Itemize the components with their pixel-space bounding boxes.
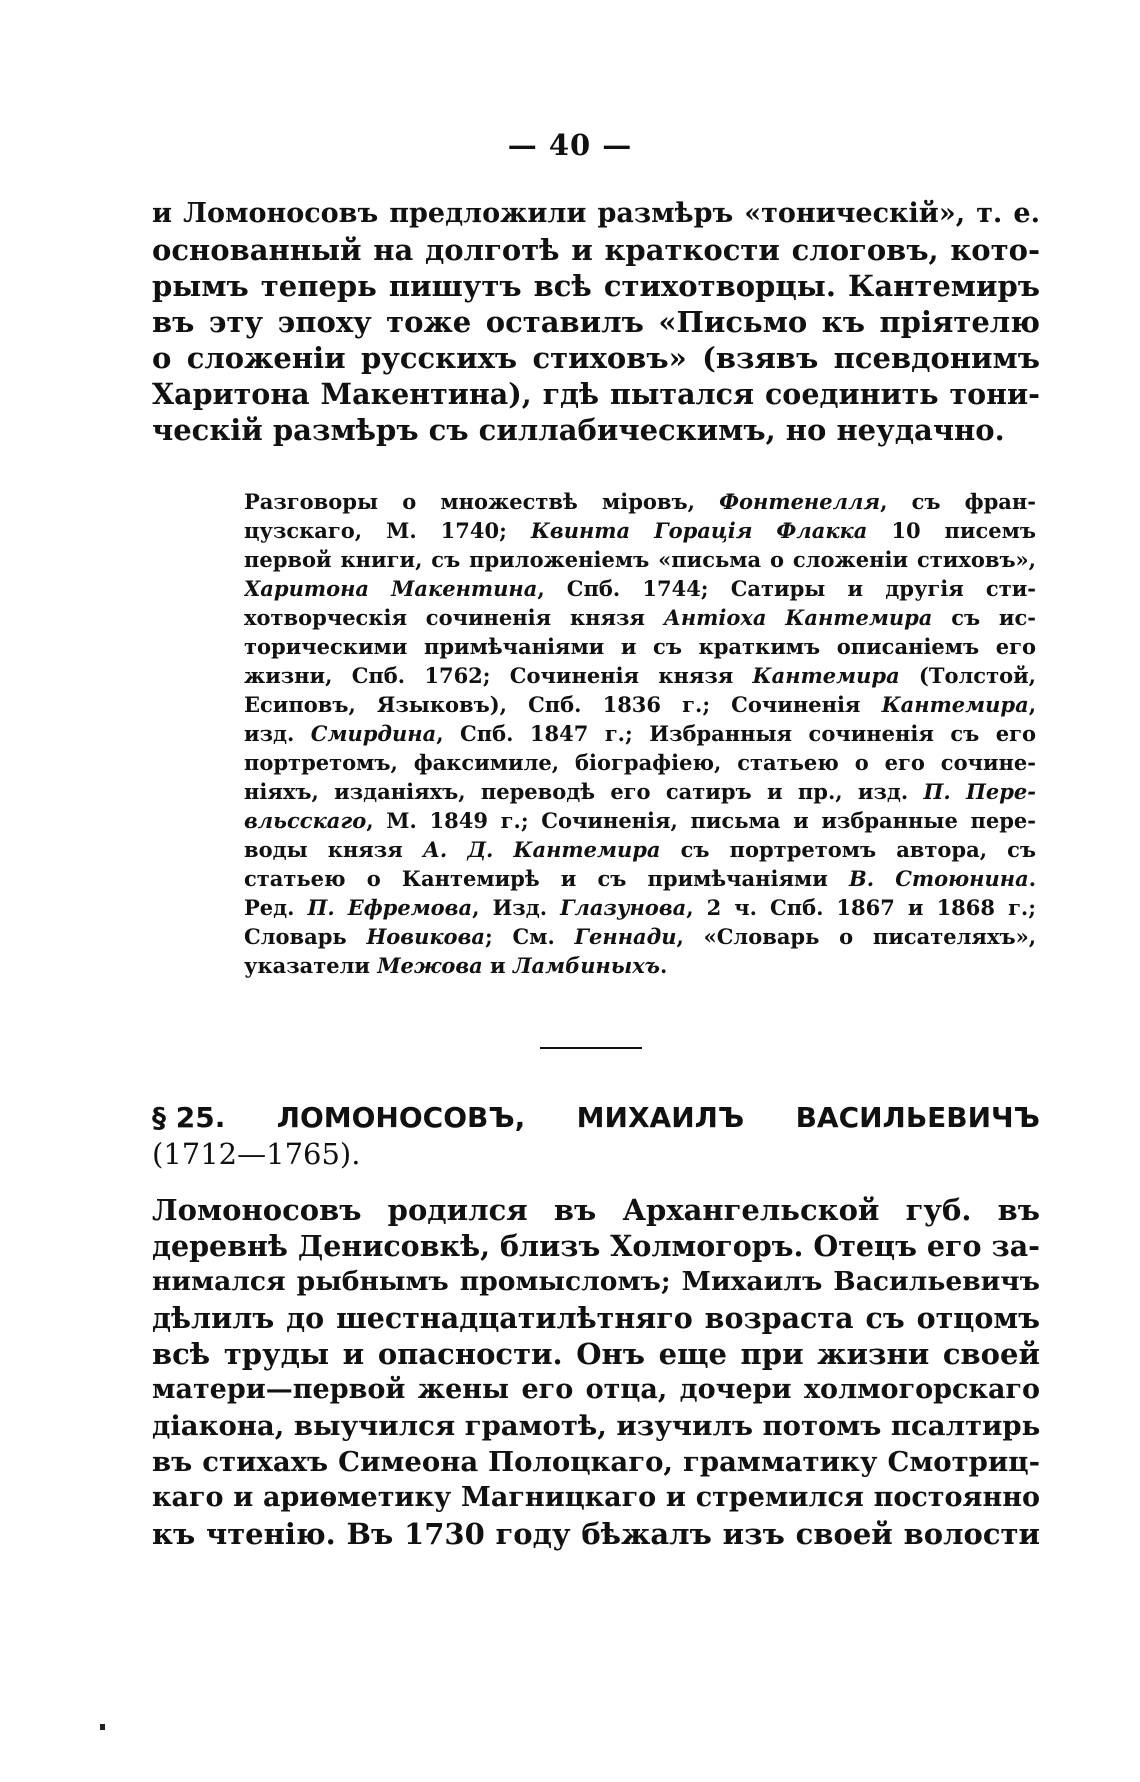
note-line: Словарь Новикова; См. Геннади, «Словарь о писателяхъ», bbox=[244, 924, 1036, 949]
text-line: Ломоносовъ родился въ Архангельской губ. въ bbox=[152, 1193, 1040, 1227]
text-line: въ стихахъ Симеона Полоцкаго, грамматику Смотриц- bbox=[152, 1446, 1040, 1478]
note-line: торическими примѣчаніями и съ краткимъ описаніемъ его bbox=[244, 634, 1036, 659]
text-line: дѣлилъ до шестнадцатилѣтняго возраста съ отцомъ bbox=[152, 1301, 1040, 1335]
note-line: Ред. П. Ефремова, Изд. Глазунова, 2 ч. Спб. 1867 и 1868 г.; bbox=[244, 895, 1036, 920]
bibliography-note bbox=[244, 487, 1036, 980]
note-line: цузскаго, М. 1740; Квинта Горація Флакка 10 писемъ bbox=[244, 518, 1036, 543]
text-line: матери—первой жены его отца, дочери холмогорскаго bbox=[152, 1374, 1040, 1405]
note-line: первой книги, съ приложеніемъ «письма о сложеніи стиховъ», bbox=[244, 547, 1036, 572]
text-line: и Ломоносовъ предложили размѣръ «тоническій», т. е. bbox=[152, 198, 1040, 229]
section-title-name: МИХАИЛЪ bbox=[576, 1101, 745, 1134]
section-title-surname: ЛОМОНОСОВЪ, bbox=[276, 1101, 526, 1134]
text-line: каго и ариѳметику Магницкаго и стремился постоянно bbox=[152, 1482, 1040, 1513]
note-line: ніяхъ, изданіяхъ, переводѣ его сатиръ и пр., изд. П. Пере- bbox=[244, 779, 1036, 804]
text-line: основанный на долготѣ и краткости слоговъ, кото- bbox=[152, 233, 1040, 267]
note-line: жизни, Спб. 1762; Сочиненія князя Кантемира (Толстой, bbox=[244, 663, 1036, 688]
text-line: къ чтенію. Въ 1730 году бѣжалъ изъ своей волости bbox=[152, 1517, 1040, 1551]
note-line: воды князя А. Д. Кантемира съ портретомъ автора, съ bbox=[244, 837, 1036, 862]
text-line: діакона, выучился грамотѣ, изучилъ потомъ псалтирь bbox=[152, 1410, 1041, 1442]
text-line: о сложеніи русскихъ стиховъ» (взявъ псевдонимъ bbox=[152, 341, 1040, 375]
section-number: § 25. bbox=[152, 1101, 226, 1134]
text-line: Харитона Макентина), гдѣ пытался соединить тони- bbox=[152, 377, 1040, 411]
note-line: Разговоры о множествѣ міровъ, Фонтенелля, съ фран- bbox=[244, 489, 1036, 514]
note-line: указатели Межова и Ламбиныхъ. bbox=[244, 953, 668, 978]
section-heading bbox=[152, 1100, 1040, 1172]
page-number: — 40 — bbox=[507, 128, 633, 162]
note-line: изд. Смирдина, Спб. 1847 г.; Избранныя сочиненія съ его bbox=[244, 721, 1036, 746]
section-divider bbox=[540, 1047, 642, 1049]
note-line: вльсскаго, М. 1849 г.; Сочиненія, письма и избранные пере- bbox=[244, 808, 1036, 833]
text-line: нимался рыбнымъ промысломъ; Михаилъ Васильевичъ bbox=[152, 1266, 1040, 1297]
paragraph-biography bbox=[152, 1192, 1040, 1552]
text-line: деревнѣ Денисовкѣ, близъ Холмогоръ. Отецъ его за- bbox=[152, 1229, 1040, 1263]
section-title-patronymic: ВАСИЛЬЕВИЧЪ bbox=[795, 1101, 1040, 1134]
section-years: (1712—1765). bbox=[152, 1137, 361, 1171]
text-line: ческій размѣръ съ силлабическимъ, но неудачно. bbox=[152, 413, 1005, 447]
text-line: рымъ теперь пишутъ всѣ стихотворцы. Кантемиръ bbox=[152, 269, 1040, 303]
note-line: портретомъ, факсимиле, біографіею, статьею о его сочине- bbox=[244, 750, 1036, 775]
note-line: хотворческія сочиненія князя Антіоха Кантемира съ ис- bbox=[244, 605, 1036, 630]
note-line: статьею о Кантемирѣ и съ примѣчаніями В. Стоюнина. bbox=[244, 866, 1036, 891]
text-line: всѣ труды и опасности. Онъ еще при жизни своей bbox=[152, 1337, 1040, 1371]
note-line: Харитона Макентина, Спб. 1744; Сатиры и другія сти- bbox=[244, 576, 1036, 601]
note-line: Есиповъ, Языковъ), Спб. 1836 г.; Сочиненія Кантемира, bbox=[244, 692, 1036, 717]
paragraph-intro bbox=[152, 196, 1040, 448]
print-speck bbox=[100, 1724, 105, 1730]
text-line: въ эту эпоху тоже оставилъ «Письмо къ пріятелю bbox=[152, 305, 1040, 339]
